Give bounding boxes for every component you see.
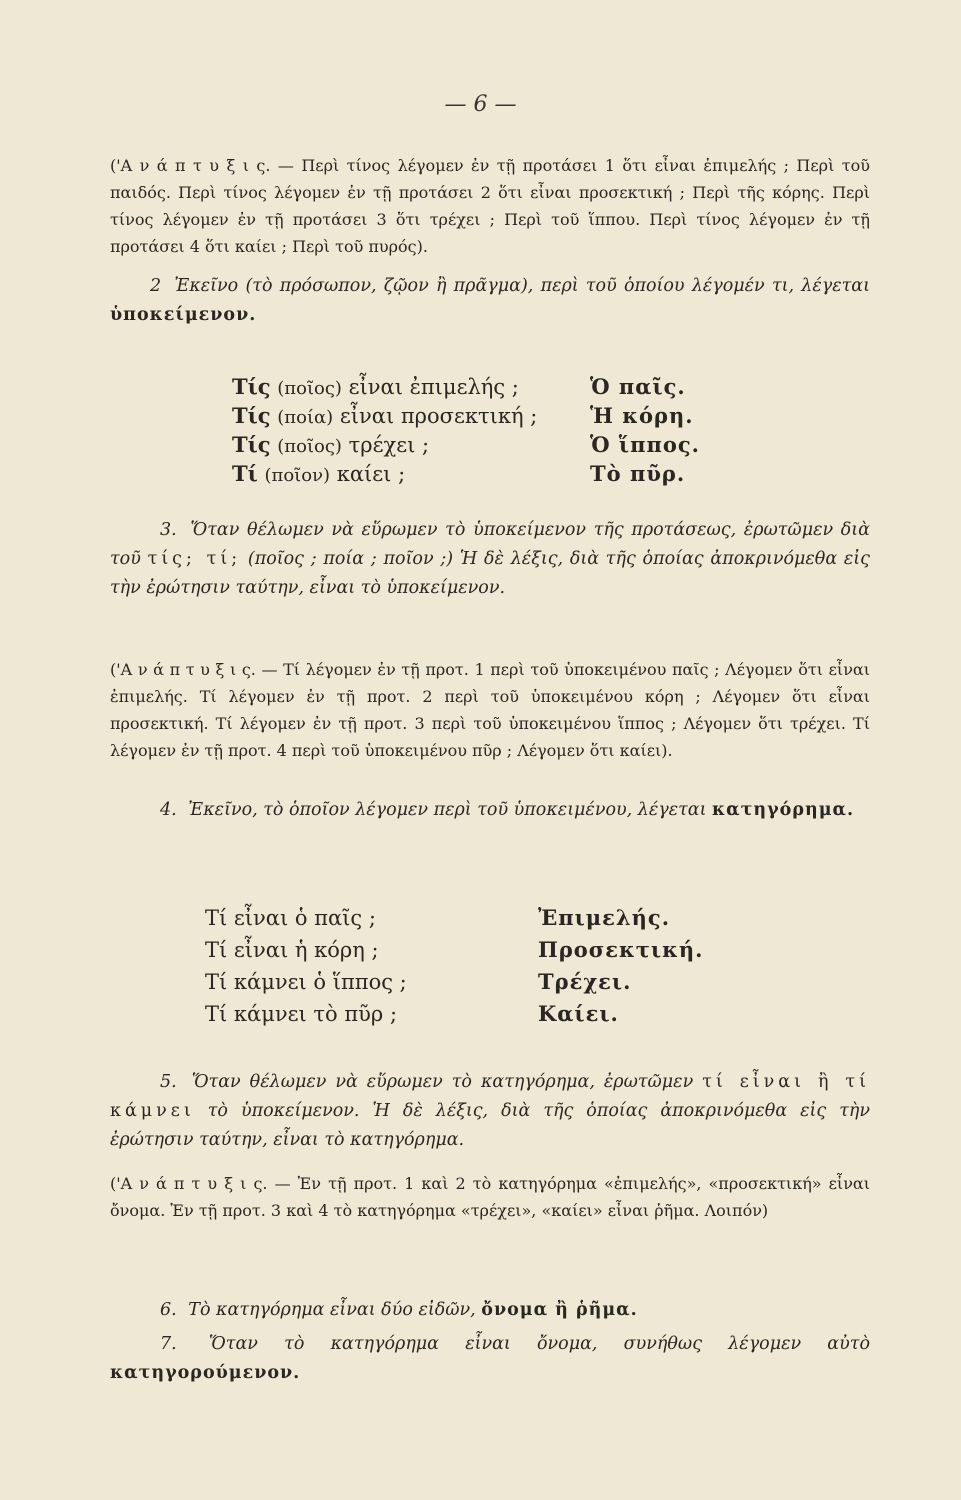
- analysis-paragraph-1: [110, 152, 870, 260]
- rule-text: Ὅταν τὸ κατηγόρημα εἶναι ὄνομα, συνήθως λέγομεν αὐτὸ: [208, 1334, 870, 1354]
- rule-number: 5.: [160, 1072, 177, 1092]
- example-row: [0, 459, 961, 488]
- example-row: [0, 934, 961, 966]
- rule-7: [110, 1330, 870, 1388]
- analysis-text: — Περὶ τίνος λέγομεν ἐν τῇ προτάσει 1 ὅτι εἶναι ἐπιμελής ; Περὶ τοῦ παιδός. Περὶ τίνος λέγομεν ἐν τῇ προτάσει 2 ὅτι εἶναι προσεκτική ; Περὶ τῆς κόρης. Περὶ τίνος λέγομεν ἐν τῇ προτάσει 3 ὅτι τρέχει ; Περὶ τοῦ ἵππου. Περὶ τίνος λέγομεν ἐν τῇ προτάσει 4 ὅτι καίει ; Περὶ τοῦ πυρός).: [110, 156, 870, 256]
- example-answer: Ἡ κόρη.: [590, 403, 694, 428]
- example-answer: Προσεκτική.: [538, 937, 704, 962]
- analysis-lead: ('Α ν ά π τ υ ξ ι ς.: [110, 1174, 268, 1193]
- rule-5: [110, 1068, 870, 1155]
- rule-keyword: τίς; τί;: [147, 549, 242, 569]
- example-row: [0, 998, 961, 1030]
- rule-number: 6.: [160, 1300, 177, 1320]
- analysis-lead: ('Α ν ά π τ υ ξ ι ς.: [110, 660, 256, 679]
- rule-number: 3.: [160, 520, 177, 540]
- rule-3: [110, 516, 870, 603]
- rule-text: τὸ ὑποκείμενον. Ἡ δὲ λέξις, διὰ τῆς ὁποίας ἀποκρινόμεθα εἰς τὴν ἐρώτησιν ταύτην, εἶναι τὸ κατηγόρημα.: [110, 1101, 870, 1150]
- example-answer: Ὁ παῖς.: [590, 374, 686, 399]
- example-question: Τίς (ποῖος) εἶναι ἐπιμελής ;: [232, 374, 519, 399]
- rule-term: ὑποκείμενον.: [110, 305, 257, 325]
- rule-text: Ὅταν θέλωμεν νὰ εὕρωμεν τὸ ὑποκείμενον τῆς προτάσεως, ἐρωτῶμεν διὰ τοῦ: [110, 520, 870, 569]
- example-answer: Τὸ πῦρ.: [590, 461, 686, 486]
- example-answer: Ἐπιμελής.: [538, 905, 671, 930]
- example-question: Τί κάμνει τὸ πῦρ ;: [205, 1002, 398, 1026]
- rule-number: 4.: [160, 800, 177, 820]
- example-row: [0, 966, 961, 998]
- example-question: Τίς (ποῖος) τρέχει ;: [232, 432, 430, 457]
- analysis-paragraph-2: [110, 656, 870, 764]
- rule-term: κατηγορούμενον.: [110, 1363, 301, 1383]
- analysis-text: — Τί λέγομεν ἐν τῇ προτ. 1 περὶ τοῦ ὑποκειμένου παῖς ; Λέγομεν ὅτι εἶναι ἐπιμελής. Τί λέγομεν ἐν τῇ προτ. 2 περὶ τοῦ ὑποκειμένου κόρη ; Λέγομεν ὅτι εἶναι προσεκτική. Τί λέγομεν ἐν τῇ προτ. 3 περὶ τοῦ ὑποκειμένου ἵππος ; Λέγομεν ὅτι τρέχει. Τί λέγομεν ἐν τῇ προτ. 4 περὶ τοῦ ὑποκειμένου πῦρ ; Λέγομεν ὅτι καίει).: [110, 660, 870, 760]
- rule-keyword: τί εἶναι ἢ τί κάμνει: [110, 1072, 870, 1121]
- subject-examples: [0, 372, 961, 488]
- example-answer: Τρέχει.: [538, 969, 632, 994]
- rule-6: [110, 1296, 870, 1325]
- rule-term: ὄνομα ἢ ῥῆμα.: [481, 1300, 638, 1320]
- example-answer: Ὁ ἵππος.: [590, 432, 700, 457]
- rule-text: Ἐκεῖνο (τὸ πρόσωπον, ζῷον ἢ πρᾶγμα), περὶ τοῦ ὁποίου λέγομέν τι, λέγεται: [174, 276, 870, 296]
- example-row: [0, 401, 961, 430]
- example-row: [0, 372, 961, 401]
- rule-number: 7.: [160, 1334, 177, 1354]
- rule-4: [110, 796, 870, 825]
- analysis-paragraph-3: [110, 1170, 870, 1224]
- rule-text: Τὸ κατηγόρημα εἶναι δύο εἰδῶν,: [188, 1300, 476, 1320]
- rule-number: 2: [150, 276, 162, 296]
- rule-term: κατηγόρημα.: [712, 800, 855, 820]
- example-question: Τί εἶναι ἡ κόρη ;: [205, 938, 379, 962]
- rule-text: (ποῖος ; ποία ; ποῖον ;) Ἡ δὲ λέξις, διὰ τῆς ὁποίας ἀποκρινόμεθα εἰς τὴν ἐρώτησιν ταύτην, εἶναι τὸ ὑποκείμενον.: [110, 549, 870, 598]
- example-row: [0, 902, 961, 934]
- example-row: [0, 430, 961, 459]
- example-question: Τίς (ποία) εἶναι προσεκτική ;: [232, 403, 538, 428]
- analysis-text: — Ἐν τῇ προτ. 1 καὶ 2 τὸ κατηγόρημα «ἐπιμελής», «προσεκτική» εἶναι ὄνομα. Ἐν τῇ προτ. 3 καὶ 4 τὸ κατηγόρημα «τρέχει», «καίει» εἶναι ῥῆμα. Λοιπόν): [110, 1174, 871, 1220]
- predicate-examples: [0, 902, 961, 1030]
- rule-text: Ὅταν θέλωμεν νὰ εὕρωμεν τὸ κατηγόρημα, ἐρωτῶμεν: [191, 1072, 694, 1092]
- example-question: Τί εἶναι ὁ παῖς ;: [205, 906, 376, 930]
- analysis-lead: ('Α ν ά π τ υ ξ ι ς.: [110, 156, 271, 175]
- rule-2: [110, 272, 870, 330]
- page-number: — 6 —: [444, 92, 517, 117]
- rule-text: Ἐκεῖνο, τὸ ὁποῖον λέγομεν περὶ τοῦ ὑποκειμένου, λέγεται: [188, 800, 707, 820]
- example-question: Τί (ποῖον) καίει ;: [232, 461, 406, 486]
- example-question: Τί κάμνει ὁ ἵππος ;: [205, 970, 407, 994]
- example-answer: Καίει.: [538, 1001, 619, 1026]
